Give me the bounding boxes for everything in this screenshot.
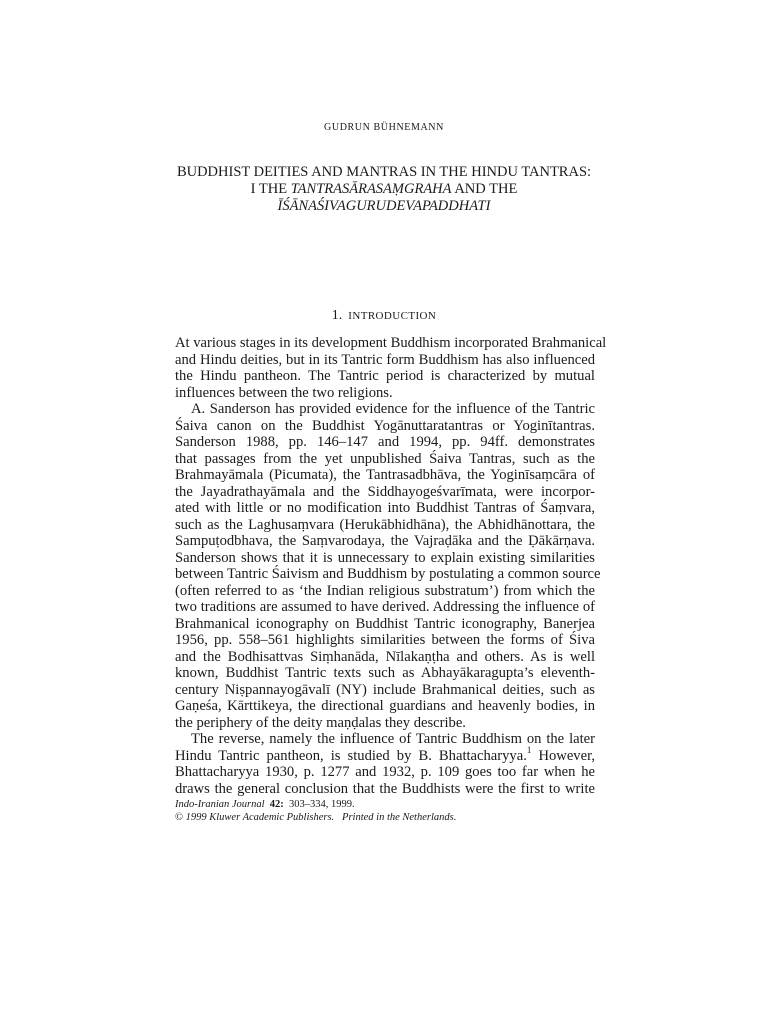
body-line: known, Buddhist Tantric texts such as Abhayākaragupta’s eleventh- <box>175 665 595 681</box>
section-title: INTRODUCTION <box>348 310 437 322</box>
body-line: the Hindu pantheon. The Tantric period is characterized by mutual <box>175 368 595 384</box>
body-line: influences between the two religions. <box>175 384 393 401</box>
body-line: 1956, pp. 558–561 highlights similarities between the forms of Śiva <box>175 632 595 648</box>
section-heading <box>0 308 768 324</box>
body-line-text: Hindu Tantric pantheon, is studied by B. Bhattacharyya. <box>175 747 527 764</box>
body-line: Sanderson shows that it is unnecessary to explain existing similarities <box>175 549 595 566</box>
section-number: 1. <box>331 308 343 323</box>
body-line: ated with little or no modification into Buddhist Tantras of Śaṃvara, <box>175 500 595 516</box>
body-line: the periphery of the deity maṇḍalas they describe. <box>175 714 466 731</box>
body-line: Brahmanical iconography on Buddhist Tantric iconography, Banerjea <box>175 615 595 632</box>
body-line: Sanderson 1988, pp. 146–147 and 1994, pp. 94ff. demonstrates <box>175 434 595 450</box>
body-line: Gaṇeśa, Kārttikeya, the directional guardians and heavenly bodies, in <box>175 698 595 714</box>
journal-name: Indo-Iranian Journal <box>175 799 265 810</box>
body-line: The reverse, namely the influence of Tantric Buddhism on the later <box>191 731 595 747</box>
body-line: (often referred to as ‘the Indian religious substratum’) from which the <box>175 582 595 599</box>
title-work-name: TANTRASĀRASAṂGRAHA <box>290 181 452 197</box>
body-line <box>175 744 595 765</box>
citation-line <box>175 798 595 811</box>
body-line: such as the Laghusaṃvara (Herukābhidhāna), the Abhidhānottara, the <box>175 516 595 533</box>
title-line-3: ĪŚĀNAŚIVAGURUDEVAPADDHATI <box>277 198 491 214</box>
body-line: Brahmayāmala (Picumata), the Tantrasadbhāva, the Yoginīsaṃcāra of <box>175 467 595 483</box>
author-name: GUDRUN BÜHNEMANN <box>324 122 444 133</box>
copyright-line <box>175 811 595 824</box>
journal-volume: 42: <box>269 799 284 810</box>
body-line: Śaiva canon on the Buddhist Yogānuttaratantras or Yoginītantras. <box>175 417 595 434</box>
body-line: that passages from the yet unpublished Śaiva Tantras, such as the <box>175 450 595 467</box>
title-line-2 <box>0 181 768 198</box>
body-line: Bhattacharyya 1930, p. 1277 and 1932, p. 109 goes too far when he <box>175 764 595 780</box>
footnote-marker: 1 <box>526 744 532 755</box>
body-line-continuation: However, <box>531 747 595 764</box>
body-line: At various stages in its development Buddhism incorporated Brahmanical <box>175 335 607 351</box>
body-line: and the Bodhisattvas Siṃhanāda, Nīlakaṇṭha and others. As is well <box>175 648 595 665</box>
body-line: A. Sanderson has provided evidence for the influence of the Tantric <box>191 401 595 417</box>
article-title <box>0 164 768 215</box>
publisher-text: 1999 Kluwer Academic Publishers. <box>185 812 335 823</box>
copyright-symbol: © <box>175 812 183 823</box>
body-line: the Jayadrathayāmala and the Siddhayogeśvarīmata, were incorpor- <box>175 483 595 500</box>
body-line: century Niṣpannayogāvalī (NY) include Brahmanical deities, such as <box>175 681 595 698</box>
journal-footer <box>175 798 595 824</box>
body-line: Sampuṭodbhava, the Saṃvarodaya, the Vajraḍāka and the Ḍākārṇava. <box>175 533 595 549</box>
body-line: two traditions are assumed to have derived. Addressing the influence of <box>175 599 595 615</box>
title-line-2-prefix: I THE <box>250 181 291 197</box>
title-line-1: BUDDHIST DEITIES AND MANTRAS IN THE HINDU TANTRAS: <box>176 164 592 180</box>
title-line-2-suffix: AND THE <box>451 181 518 197</box>
body-line: between Tantric Śaivism and Buddhism by postulating a common source <box>175 566 601 582</box>
body-line: and Hindu deities, but in its Tantric form Buddhism has also influenced <box>175 351 595 368</box>
article-body <box>175 335 607 797</box>
body-line: draws the general conclusion that the Buddhists were the first to write <box>175 780 595 797</box>
journal-pages-year: 303–334, 1999. <box>289 799 355 810</box>
printed-location: Printed in the Netherlands. <box>342 812 457 823</box>
